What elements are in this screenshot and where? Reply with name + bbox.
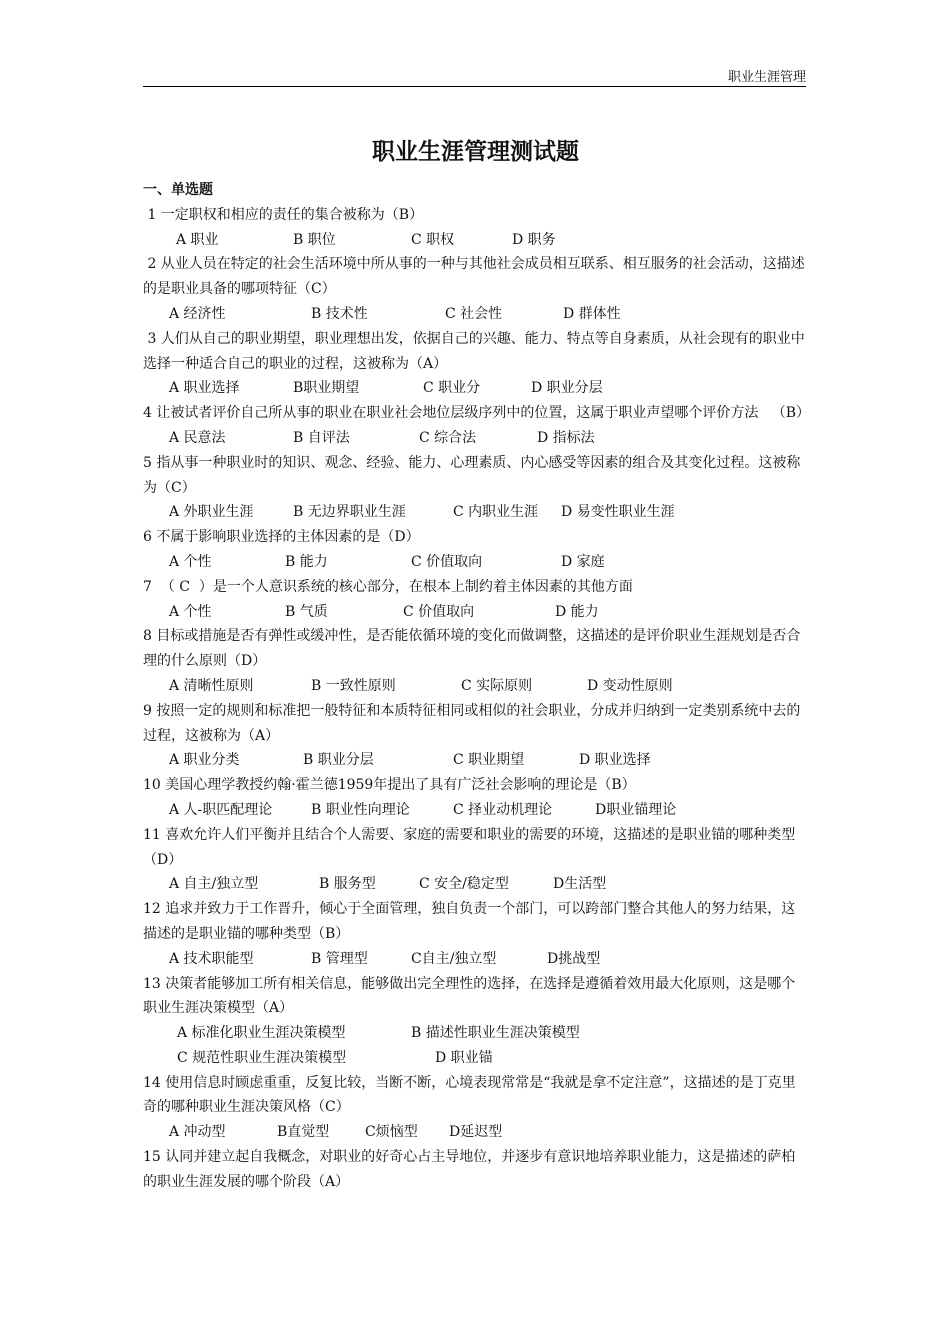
running-header: 职业生涯管理 <box>727 70 806 85</box>
option-d: D 指标法 <box>537 429 595 446</box>
option-c: C烦恼型 <box>365 1124 418 1141</box>
question-2-text: 2 从业人员在特定的社会生活环境中所从事的一种与其他社会成员相互联系、相互服务的社会活动，这描述的是职业具备的哪项特征（C） <box>143 256 805 298</box>
document-content <box>143 138 808 1195</box>
option-a: A 冲动型 <box>169 1124 226 1141</box>
question-15-text: 15 认同并建立起自我概念，对职业的好奇心占主导地位，并逐步有意识地培养职业能力，这是描述的萨柏的职业生涯发展的哪个阶段（A） <box>143 1149 796 1190</box>
option-b: B 自评法 <box>293 429 350 446</box>
question-7-options <box>143 600 808 625</box>
option-b: B 管理型 <box>311 950 368 967</box>
question-6-text: 6 不属于影响职业选择的主体因素的是（D） <box>143 529 420 546</box>
option-b: B 描述性职业生涯决策模型 <box>411 1025 580 1042</box>
question-4-options <box>143 426 808 451</box>
option-c: C 内职业生涯 <box>453 504 539 521</box>
option-a: A 外职业生涯 <box>169 504 254 521</box>
question-14-text: 14 使用信息时顾虑重重，反复比较，当断不断，心境表现常常是“我就是拿不定注意”，这描述的是丁克里奇的哪种职业生涯决策风格（C） <box>143 1074 796 1116</box>
question-9-options <box>143 748 808 773</box>
option-a: A 职业选择 <box>169 380 240 397</box>
option-d: D挑战型 <box>547 950 601 967</box>
option-c: C自主/独立型 <box>411 950 497 967</box>
option-c: C 社会性 <box>445 305 503 322</box>
option-b: B 职位 <box>293 231 336 248</box>
option-d: D职业锚理论 <box>595 801 677 818</box>
option-a: A 职业 <box>176 231 219 248</box>
option-b: B 气质 <box>285 603 328 620</box>
option-b: B 服务型 <box>319 876 376 893</box>
option-d: D生活型 <box>553 876 607 893</box>
option-d: D 变动性原则 <box>587 677 673 694</box>
option-d: D 职务 <box>512 231 556 248</box>
question-12-options <box>143 947 808 972</box>
option-c: C 价值取向 <box>411 553 483 570</box>
option-c: C 实际原则 <box>461 677 533 694</box>
option-a: A 人-职匹配理论 <box>169 801 273 818</box>
option-d: D 职业分层 <box>531 380 603 397</box>
option-a: A 民意法 <box>169 429 226 446</box>
question-11-text: 11 喜欢允许人们平衡并且结合个人需要、家庭的需要和职业的需要的环境，这描述的是职业锚的哪种类型（D） <box>143 826 796 868</box>
option-c: C 安全/稳定型 <box>419 876 509 893</box>
option-c: C 择业动机理论 <box>453 801 553 818</box>
option-d: D延迟型 <box>449 1124 503 1141</box>
option-a: A 个性 <box>169 553 212 570</box>
question-3-text: 3 人们从自己的职业期望，职业理想出发，依据自己的兴趣、能力、特点等自身素质，从社会现有的职业中选择一种适合自己的职业的过程，这被称为（A） <box>143 330 805 372</box>
question-10-options <box>143 798 808 823</box>
option-c: C 规范性职业生涯决策模型 <box>177 1049 347 1066</box>
question-12-text: 12 追求并致力于工作晋升，倾心于全面管理，独自负责一个部门，可以跨部门整合其他人的努力结果，这描述的是职业锚的哪种类型（B） <box>143 901 796 942</box>
option-d: D 家庭 <box>561 553 605 570</box>
header-rule <box>143 86 806 87</box>
option-c: C 综合法 <box>419 429 477 446</box>
option-b: B 技术性 <box>311 305 368 322</box>
question-8-options <box>143 674 808 699</box>
question-5-text: 5 指从事一种职业时的知识、观念、经验、能力、心理素质、内心感受等因素的组合及其变化过程。这被称为（C） <box>143 454 801 496</box>
question-10-text: 10 美国心理学教授约翰·霍兰德1959年提出了具有广泛社会影响的理论是（B） <box>143 777 636 794</box>
question-6-options <box>143 550 808 575</box>
option-a: A 职业分类 <box>169 752 240 769</box>
question-1-text: 1 一定职权和相应的责任的集合被称为（B） <box>143 206 424 223</box>
question-3-options <box>143 376 808 401</box>
option-c: C 职权 <box>411 231 455 248</box>
option-d: D 能力 <box>555 603 599 620</box>
option-b: B 职业分层 <box>303 752 374 769</box>
question-2-options <box>143 302 808 327</box>
question-13-options-row1 <box>143 1021 808 1046</box>
option-d: D 群体性 <box>563 305 621 322</box>
question-1-options <box>143 228 808 253</box>
option-b: B直觉型 <box>277 1124 330 1141</box>
option-b: B 职业性向理论 <box>311 801 410 818</box>
option-d: D 职业锚 <box>435 1049 493 1066</box>
option-d: D 易变性职业生涯 <box>561 504 675 521</box>
option-a: A 经济性 <box>169 305 226 322</box>
question-8-text: 8 目标或措施是否有弹性或缓冲性，是否能依循环境的变化而做调整，这描述的是评价职业生涯规划是否合理的什么原则（D） <box>143 628 801 670</box>
option-c: C 价值取向 <box>403 603 475 620</box>
section-heading: 一、单选题 <box>143 182 213 198</box>
option-c: C 职业分 <box>423 380 481 397</box>
question-13-text: 13 决策者能够加工所有相关信息，能够做出完全理性的选择，在选择是遵循着效用最大化原则，这是哪个职业生涯决策模型（A） <box>143 975 796 1017</box>
option-a: A 标准化职业生涯决策模型 <box>177 1025 346 1042</box>
question-7-text: 7 （ C ）是一个人意识系统的核心部分，在根本上制约着主体因素的其他方面 <box>143 578 633 595</box>
option-a: A 清晰性原则 <box>169 677 254 694</box>
question-14-options <box>143 1120 808 1145</box>
option-a: A 技术职能型 <box>169 950 254 967</box>
option-b: B 能力 <box>285 553 328 570</box>
question-5-options <box>143 500 808 525</box>
document-title: 职业生涯管理测试题 <box>372 139 579 165</box>
option-a: A 个性 <box>169 603 212 620</box>
option-b: B职业期望 <box>293 380 360 397</box>
question-9-text: 9 按照一定的规则和标准把一般特征和本质特征相同或相似的社会职业，分成并归纳到一定类别系统中去的过程，这被称为（A） <box>143 702 801 744</box>
option-a: A 自主/独立型 <box>169 876 259 893</box>
question-13-options-row2 <box>143 1046 808 1071</box>
option-b: B 无边界职业生涯 <box>293 504 406 521</box>
question-4-text: 4 让被试者评价自己所从事的职业在职业社会地位层级序列中的位置，这属于职业声望哪个评价方法 （B） <box>143 405 810 422</box>
option-b: B 一致性原则 <box>311 677 396 694</box>
option-c: C 职业期望 <box>453 752 525 769</box>
question-11-options <box>143 872 808 897</box>
option-d: D 职业选择 <box>579 752 651 769</box>
